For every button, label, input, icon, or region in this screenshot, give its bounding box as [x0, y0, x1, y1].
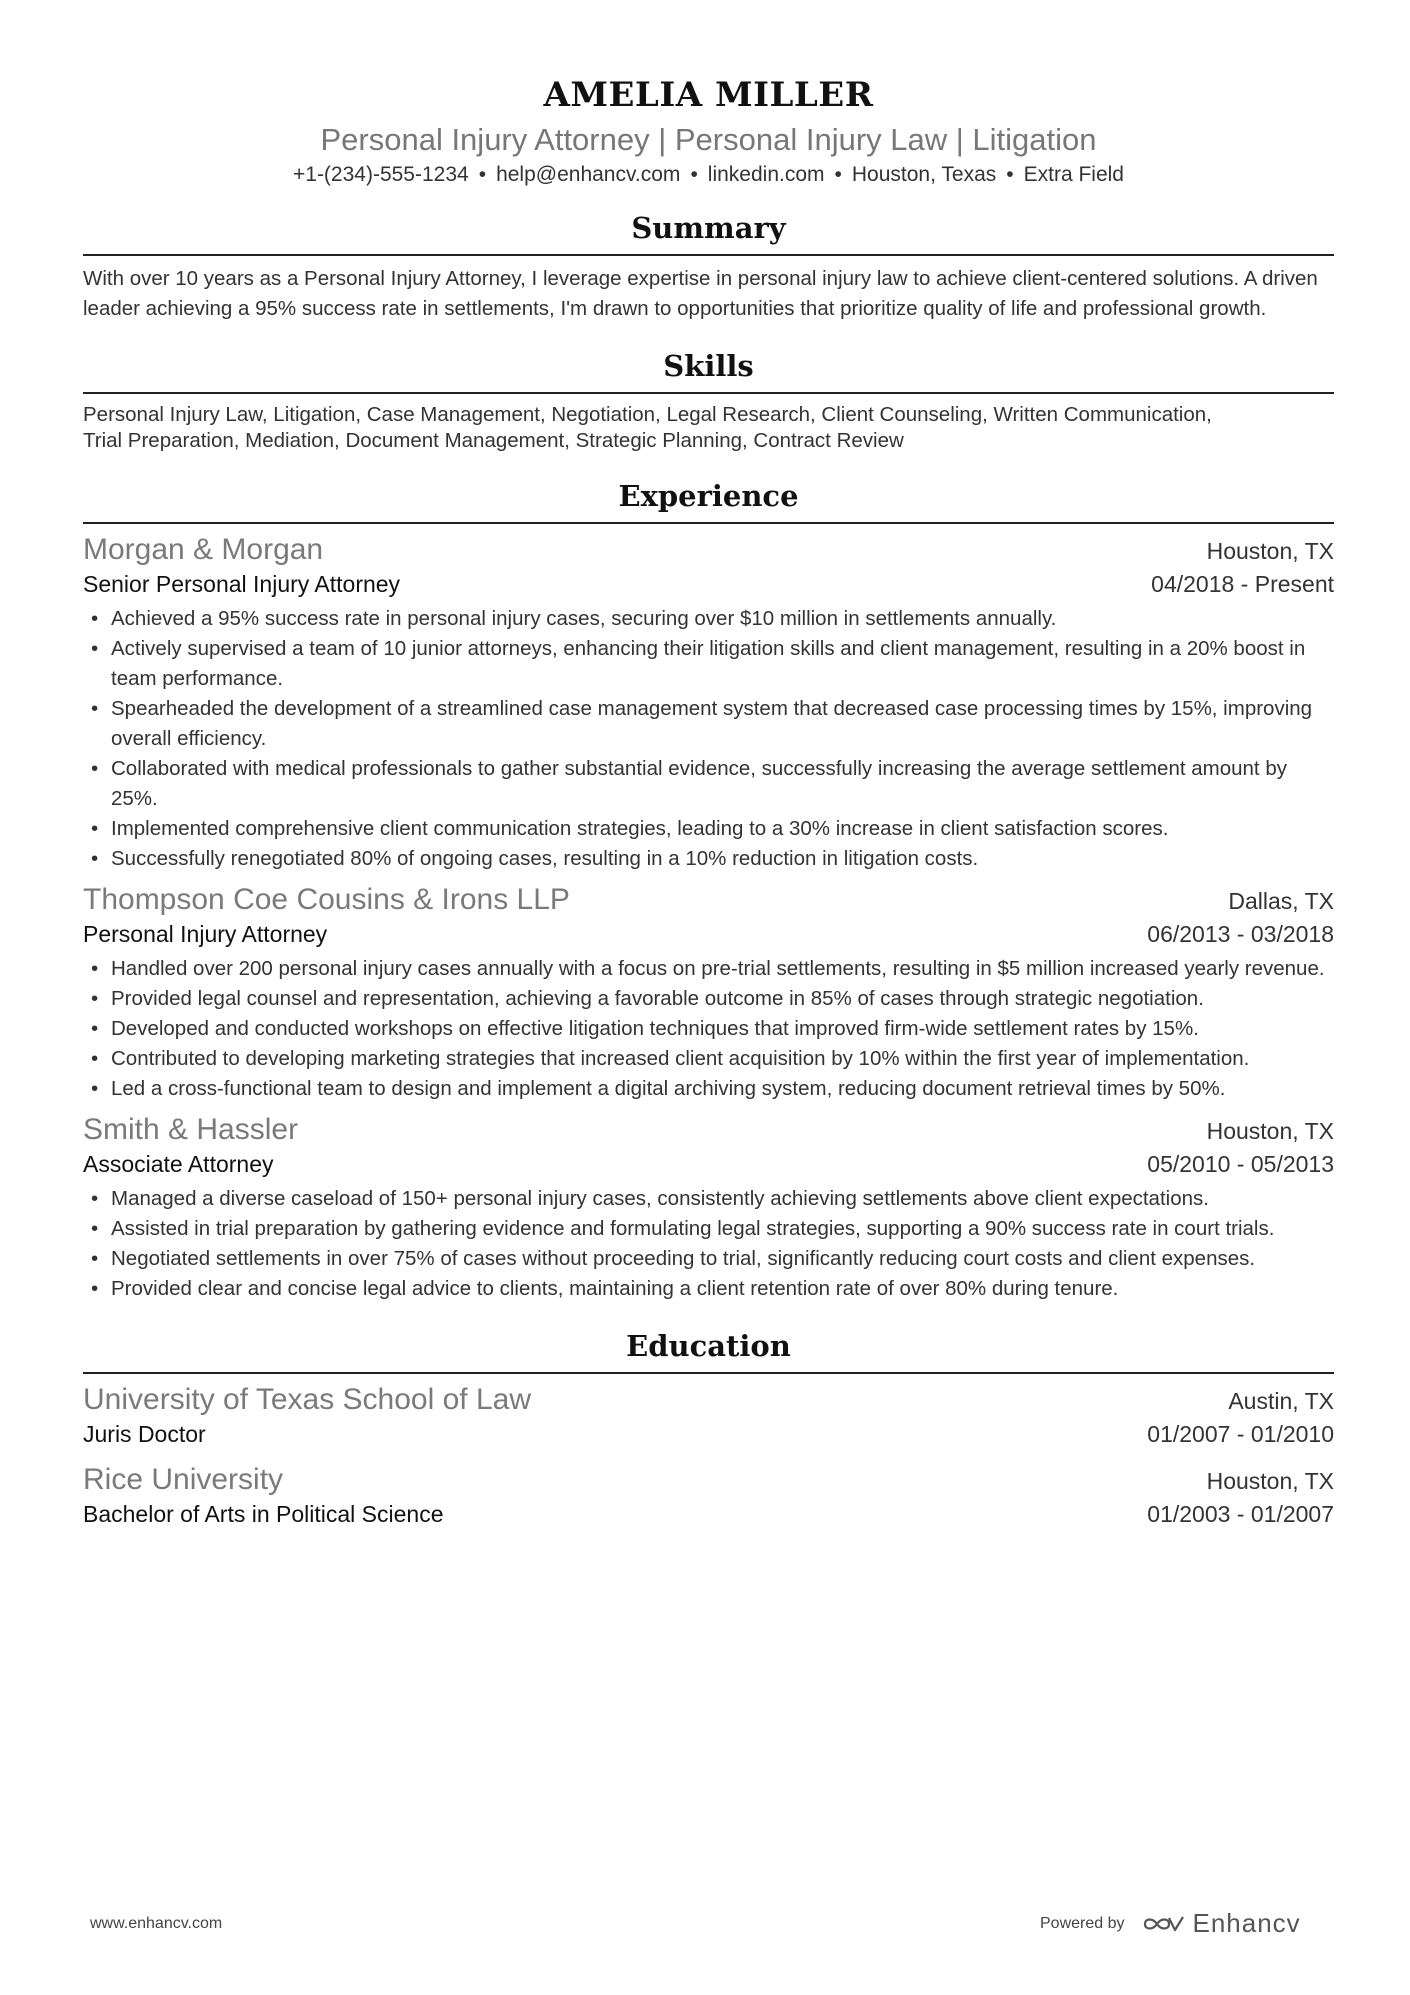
bullet-item: • Spearheaded the development of a streamlined case management system that decreased case processing times by 15%, improving overall efficiency.	[83, 694, 1334, 754]
bullet-item: • Collaborated with medical professionals to gather substantial evidence, successfully increasing the average settlement amount by 25%.	[83, 754, 1334, 814]
job-header	[83, 532, 1334, 568]
section-title: Education	[626, 1329, 791, 1363]
contact-line	[83, 160, 1334, 190]
skills-section	[83, 346, 1334, 454]
job-header	[83, 1112, 1334, 1148]
skills-list	[83, 402, 1334, 454]
job-header	[83, 882, 1334, 918]
degree: Bachelor of Arts in Political Science	[83, 1501, 444, 1527]
contact-location: Houston, Texas	[851, 163, 997, 186]
job-bullets	[83, 1184, 1334, 1304]
separator-dot: •	[478, 163, 487, 186]
bullet-item: • Contributed to developing marketing strategies that increased client acquisition by 10% within the first year of implementation.	[83, 1044, 1334, 1074]
bullet-item: • Implemented comprehensive client communication strategies, leading to a 30% increase in client satisfaction scores.	[83, 814, 1334, 844]
education-entry	[83, 1382, 1334, 1450]
job-location: Houston, TX	[1206, 1118, 1334, 1144]
education-entry	[83, 1462, 1334, 1530]
resume-header	[83, 0, 1334, 190]
school-name: University of Texas School of Law	[83, 1383, 531, 1416]
bullet-item: • Negotiated settlements in over 75% of cases without proceeding to trial, significantly reducing court costs and client expenses.	[83, 1244, 1334, 1274]
education-header	[83, 1382, 1334, 1418]
bullet-item: • Developed and conducted workshops on effective litigation techniques that improved firm-wide settlement rates by 15%.	[83, 1014, 1334, 1044]
candidate-headline: Personal Injury Attorney | Personal Injury Law | Litigation	[320, 122, 1097, 157]
company-name: Morgan & Morgan	[83, 533, 324, 566]
resume-page	[83, 0, 1334, 1530]
summary-section	[83, 208, 1334, 324]
contact-extra: Extra Field	[1023, 163, 1124, 186]
education-section	[83, 1326, 1334, 1530]
school-location: Austin, TX	[1228, 1388, 1334, 1414]
enhancv-logo[interactable]	[1141, 1908, 1301, 1939]
bullet-item: • Provided legal counsel and representation, achieving a favorable outcome in 85% of cases through strategic negotiation.	[83, 984, 1334, 1014]
contact-linkedin[interactable]: linkedin.com	[707, 163, 825, 186]
job-entry	[83, 882, 1334, 1104]
bullet-item: • Managed a diverse caseload of 150+ personal injury cases, consistently achieving settlements above client expectations.	[83, 1184, 1334, 1214]
degree-row	[83, 1418, 1334, 1450]
bullet-item: • Assisted in trial preparation by gathering evidence and formulating legal strategies, supporting a 90% success rate in court trials.	[83, 1214, 1334, 1244]
job-title: Personal Injury Attorney	[83, 921, 328, 947]
job-entry	[83, 532, 1334, 874]
job-role-row	[83, 1148, 1334, 1180]
skills-line: Personal Injury Law, Litigation, Case Management, Negotiation, Legal Research, Client Counseling, Written Communication,	[83, 403, 1212, 426]
section-divider	[83, 254, 1334, 256]
bullet-item: • Provided clear and concise legal advice to clients, maintaining a client retention rate of over 80% during tenure.	[83, 1274, 1334, 1304]
education-header	[83, 1462, 1334, 1498]
job-role-row	[83, 918, 1334, 950]
footer-branding	[1040, 1908, 1301, 1939]
job-dates: 05/2010 - 05/2013	[1147, 1151, 1334, 1177]
bullet-item: • Actively supervised a team of 10 junior attorneys, enhancing their litigation skills and client management, resulting in a 20% boost in team performance.	[83, 634, 1334, 694]
skills-line: Trial Preparation, Mediation, Document Management, Strategic Planning, Contract Review	[83, 429, 904, 452]
experience-section	[83, 476, 1334, 1304]
section-title: Experience	[618, 479, 799, 513]
bullet-item: • Achieved a 95% success rate in personal injury cases, securing over $10 million in settlements annually.	[83, 604, 1334, 634]
job-bullets	[83, 604, 1334, 874]
job-role-row	[83, 568, 1334, 600]
separator-dot: •	[690, 163, 698, 186]
company-name: Smith & Hassler	[83, 1113, 299, 1146]
company-name: Thompson Coe Cousins & Irons LLP	[83, 883, 570, 916]
separator-dot: •	[1006, 163, 1014, 186]
school-name: Rice University	[83, 1463, 284, 1496]
bullet-item: • Successfully renegotiated 80% of ongoing cases, resulting in a 10% reduction in litigation costs.	[83, 844, 1334, 874]
section-divider	[83, 1372, 1334, 1374]
enhancv-logo-icon	[1141, 1913, 1187, 1935]
degree: Juris Doctor	[83, 1421, 206, 1447]
section-title: Skills	[663, 349, 754, 383]
bullet-item: • Handled over 200 personal injury cases annually with a focus on pre-trial settlements, resulting in $5 million increased yearly revenue.	[83, 954, 1334, 984]
footer-website[interactable]: www.enhancv.com	[90, 1915, 223, 1932]
job-dates: 06/2013 - 03/2018	[1147, 921, 1334, 947]
section-divider	[83, 392, 1334, 394]
job-location: Dallas, TX	[1228, 888, 1334, 914]
school-location: Houston, TX	[1206, 1468, 1334, 1494]
job-bullets	[83, 954, 1334, 1104]
education-dates: 01/2003 - 01/2007	[1147, 1501, 1334, 1527]
job-title: Senior Personal Injury Attorney	[83, 571, 401, 597]
contact-phone: +1-(234)-555-1234	[293, 163, 469, 186]
summary-text: With over 10 years as a Personal Injury Attorney, I leverage expertise in personal injury law to achieve client-centered solutions. A driven leader achieving a 95% success rate in settlements, I'm drawn to opportunities that prioritize quality of life and professional growth.	[83, 267, 1318, 320]
job-dates: 04/2018 - Present	[1151, 571, 1334, 597]
job-location: Houston, TX	[1206, 538, 1334, 564]
separator-dot: •	[834, 163, 842, 186]
section-title: Summary	[631, 211, 786, 245]
job-entry	[83, 1112, 1334, 1304]
enhancv-brand-name: Enhancv	[1192, 1908, 1301, 1938]
powered-by-label: Powered by	[1040, 1914, 1125, 1932]
candidate-name: AMELIA MILLER	[543, 75, 874, 115]
job-title: Associate Attorney	[83, 1151, 274, 1177]
education-dates: 01/2007 - 01/2010	[1147, 1421, 1334, 1447]
degree-row	[83, 1498, 1334, 1530]
section-divider	[83, 522, 1334, 524]
bullet-item: • Led a cross-functional team to design and implement a digital archiving system, reducing document retrieval times by 50%.	[83, 1074, 1334, 1104]
contact-email[interactable]: help@enhancv.com	[496, 163, 681, 186]
